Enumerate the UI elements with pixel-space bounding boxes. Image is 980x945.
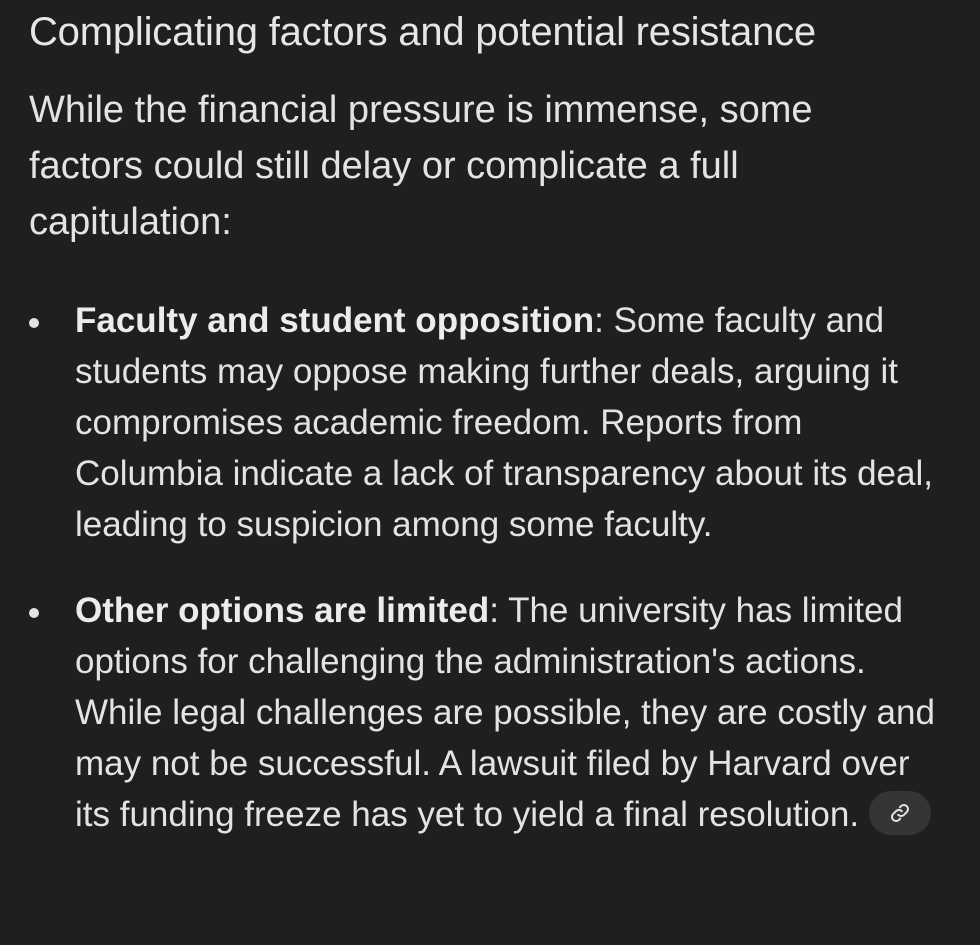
item-separator: : xyxy=(594,301,614,340)
section-heading: Complicating factors and potential resistance xyxy=(29,10,816,54)
list-item xyxy=(29,585,935,840)
response-content xyxy=(29,0,959,840)
list-item xyxy=(29,295,935,550)
item-term: Other options are limited xyxy=(75,591,490,630)
bullet-dot xyxy=(29,608,39,618)
item-separator: : xyxy=(489,591,509,630)
item-text: The university has limited options for challenging the administration's actions. While legal challenges are possible, they are costly and may not be successful. A lawsuit filed by Harvard over its funding freeze has yet to yield a final resolution. xyxy=(75,591,935,834)
bullet-list xyxy=(29,295,959,840)
item-term: Faculty and student opposition xyxy=(75,301,595,340)
bullet-dot xyxy=(29,318,39,328)
intro-paragraph: While the financial pressure is immense, some factors could still delay or complicate a full capitulation: xyxy=(29,89,813,243)
item-text: Some faculty and students may oppose making further deals, arguing it compromises academic freedom. Reports from Columbia indicate a lack of transparency about its deal, leading to suspicion among some faculty. xyxy=(75,301,933,544)
source-link-button[interactable] xyxy=(869,791,931,835)
link-icon xyxy=(889,802,911,824)
